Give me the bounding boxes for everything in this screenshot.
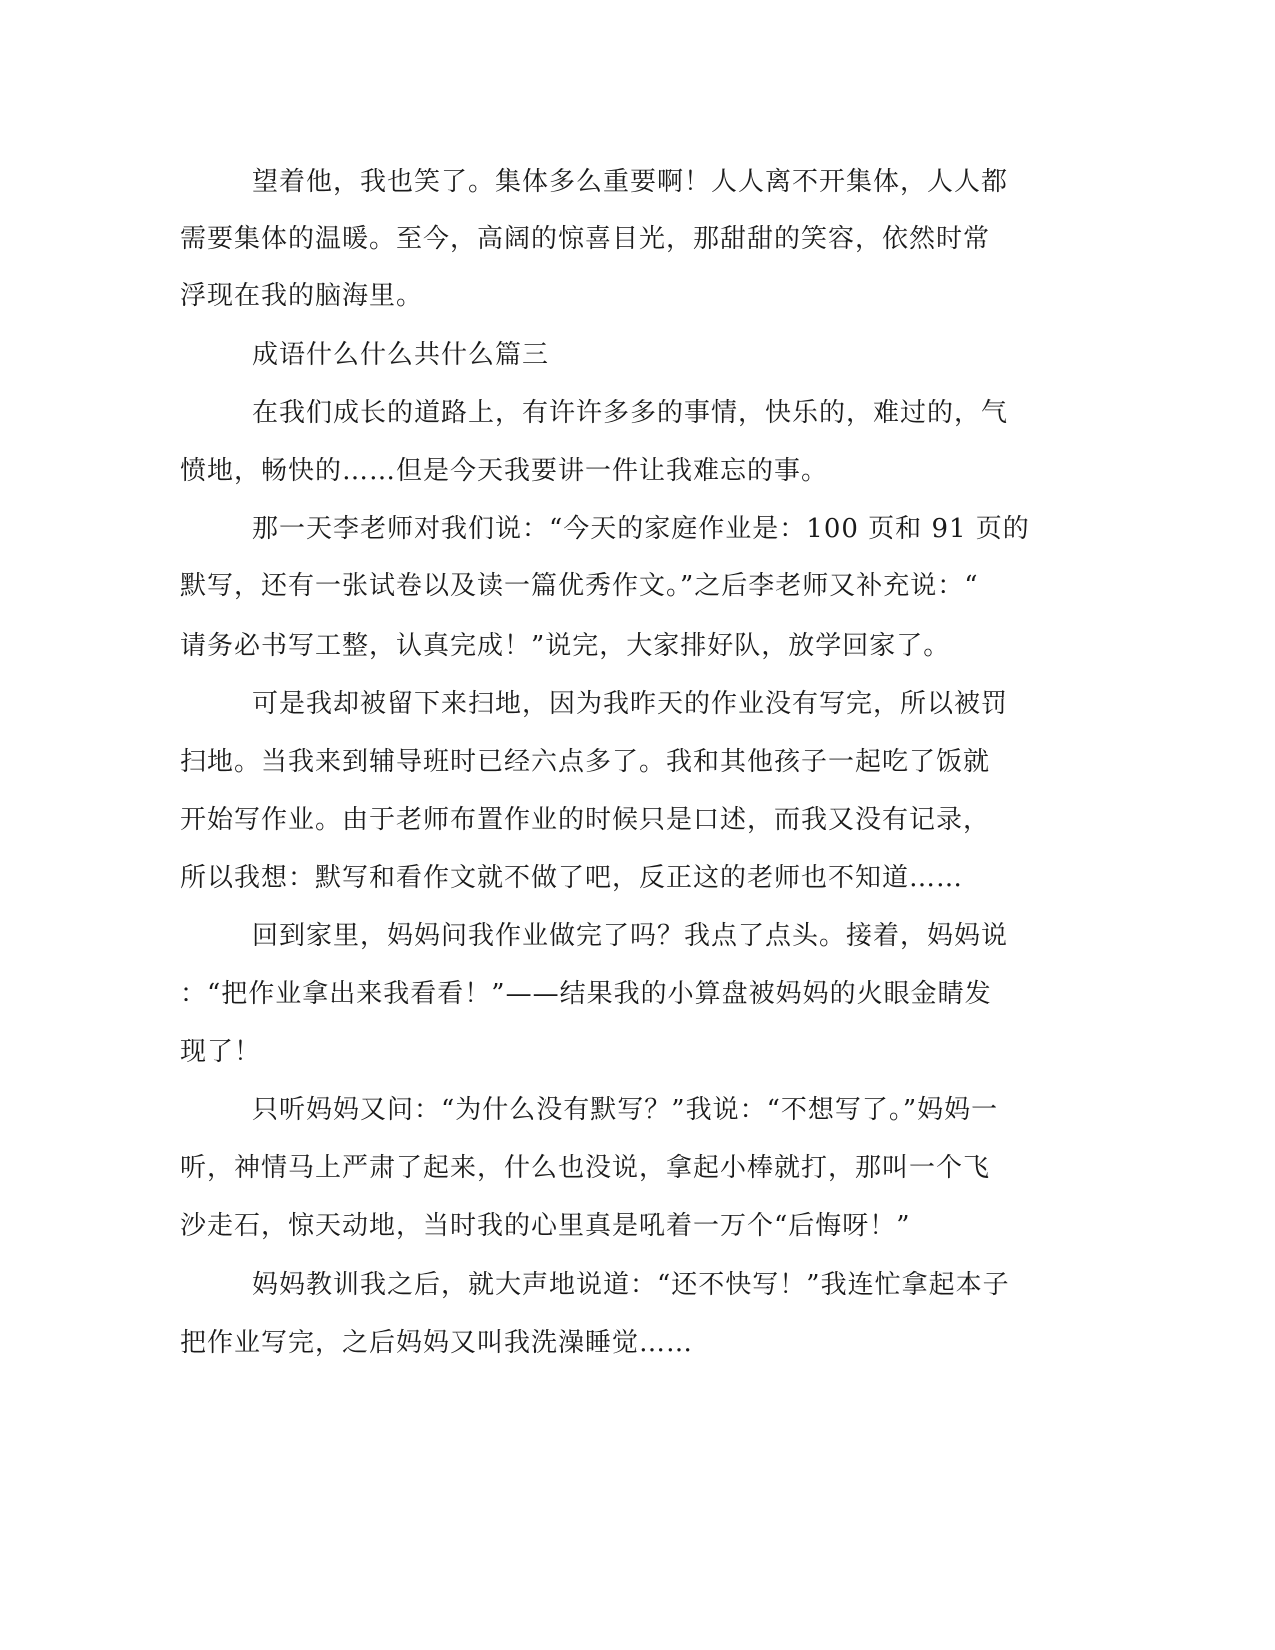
text-line: 把作业写完，之后妈妈又叫我洗澡睡觉…… bbox=[180, 1328, 694, 1358]
text-line: 沙走石，惊天动地，当时我的心里真是吼着一万个“后悔呀！” bbox=[180, 1211, 911, 1241]
section-heading: 成语什么什么共什么篇三 bbox=[252, 340, 550, 370]
text-line: 开始写作业。由于老师布置作业的时候只是口述，而我又没有记录， bbox=[180, 805, 991, 835]
text-line: 请务必书写工整，认真完成！”说完，大家排好队，放学回家了。 bbox=[180, 631, 951, 661]
text-line: 听，神情马上严肃了起来，什么也没说，拿起小棒就打，那叫一个飞 bbox=[180, 1153, 991, 1183]
text-line: 所以我想：默写和看作文就不做了吧，反正这的老师也不知道…… bbox=[180, 863, 964, 893]
text-line: 现了！ bbox=[180, 1037, 262, 1067]
text-line: 回到家里，妈妈问我作业做完了吗？我点了点头。接着，妈妈说 bbox=[252, 921, 1009, 951]
text-line: 望着他，我也笑了。集体多么重要啊！人人离不开集体，人人都 bbox=[252, 167, 1009, 197]
text-line: 只听妈妈又问：“为什么没有默写？”我说：“不想写了。”妈妈一 bbox=[252, 1095, 999, 1125]
text-line: 愤地，畅快的……但是今天我要讲一件让我难忘的事。 bbox=[180, 456, 829, 486]
text-line: 需要集体的温暖。至今，高阔的惊喜目光，那甜甜的笑容，依然时常 bbox=[180, 224, 991, 254]
text-line: 妈妈教训我之后，就大声地说道：“还不快写！”我连忙拿起本子 bbox=[252, 1270, 1010, 1300]
text-line: 可是我却被留下来扫地，因为我昨天的作业没有写完，所以被罚 bbox=[252, 689, 1009, 719]
text-line: ：“把作业拿出来我看看！”——结果我的小算盘被妈妈的火眼金睛发 bbox=[180, 979, 992, 1009]
text-line: 扫地。当我来到辅导班时已经六点多了。我和其他孩子一起吃了饭就 bbox=[180, 747, 991, 777]
text-line: 在我们成长的道路上，有许许多多的事情，快乐的，难过的，气 bbox=[252, 398, 1009, 428]
text-line: 浮现在我的脑海里。 bbox=[180, 281, 424, 311]
text-line: 那一天李老师对我们说：“今天的家庭作业是：100 页和 91 页的 bbox=[252, 514, 1030, 544]
text-line: 默写，还有一张试卷以及读一篇优秀作文。”之后李老师又补充说：“ bbox=[180, 571, 979, 601]
